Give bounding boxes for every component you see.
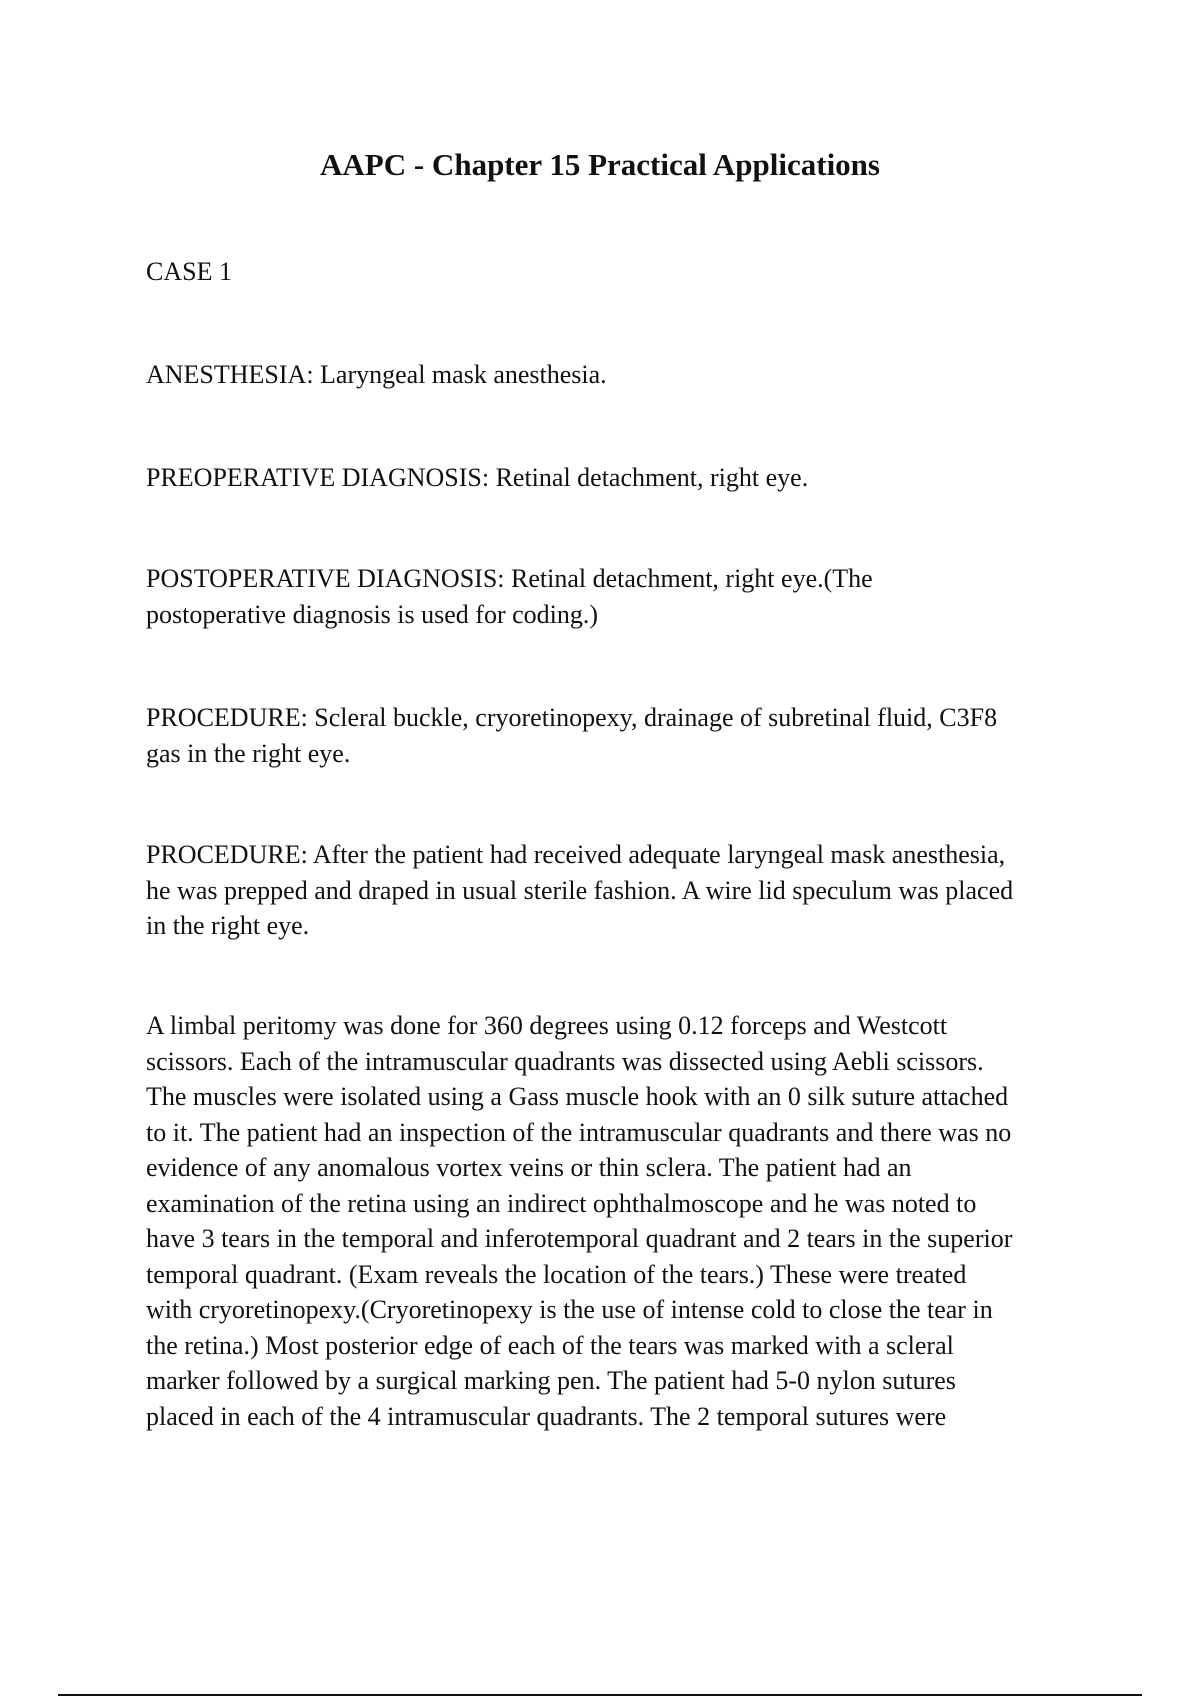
text-line: marker followed by a surgical marking pen. The patient had 5-0 nylon sutures	[146, 1366, 956, 1395]
procedure-summary	[146, 700, 1106, 771]
footer-divider	[58, 1694, 1142, 1696]
text-line: The muscles were isolated using a Gass muscle hook with an 0 silk suture attached	[146, 1082, 1009, 1111]
text-line: in the right eye.	[146, 911, 310, 940]
text-line: gas in the right eye.	[146, 738, 351, 768]
text-line: temporal quadrant. (Exam reveals the location of the tears.) These were treated	[146, 1259, 967, 1289]
text-line: placed in each of the 4 intramuscular quadrants. The 2 temporal sutures were	[146, 1401, 947, 1431]
text-line: evidence of any anomalous vortex veins or thin sclera. The patient had an	[146, 1153, 912, 1182]
text-line: have 3 tears in the temporal and inferotemporal quadrant and 2 tears in the superior	[146, 1224, 1013, 1253]
text-line: to it. The patient had an inspection of the intramuscular quadrants and there was no	[146, 1117, 1012, 1147]
anesthesia-line: ANESTHESIA: Laryngeal mask anesthesia.	[146, 360, 607, 389]
case-label: CASE 1	[146, 257, 232, 286]
postoperative-diagnosis	[146, 561, 1106, 632]
text-line: A limbal peritomy was done for 360 degrees using 0.12 forceps and Westcott	[146, 1011, 948, 1040]
preoperative-diagnosis: PREOPERATIVE DIAGNOSIS: Retinal detachment, right eye.	[146, 463, 809, 492]
text-line: examination of the retina using an indirect ophthalmoscope and he was noted to	[146, 1188, 977, 1218]
text-line: postoperative diagnosis is used for coding.)	[146, 599, 599, 629]
text-line: with cryoretinopexy.(Cryoretinopexy is the use of intense cold to close the tear in	[146, 1295, 993, 1324]
text-line: PROCEDURE: Scleral buckle, cryoretinopexy, drainage of subretinal fluid, C3F8	[146, 703, 998, 732]
text-line: the retina.) Most posterior edge of each of the tears was marked with a scleral	[146, 1330, 954, 1360]
procedure-description	[146, 837, 1106, 944]
procedure-narrative	[146, 1008, 1106, 1434]
text-line: he was prepped and draped in usual sterile fashion. A wire lid speculum was placed	[146, 875, 1014, 905]
text-line: scissors. Each of the intramuscular quadrants was dissected using Aebli scissors.	[146, 1046, 984, 1076]
text-line: PROCEDURE: After the patient had received adequate laryngeal mask anesthesia,	[146, 840, 1006, 869]
text-line: POSTOPERATIVE DIAGNOSIS: Retinal detachment, right eye.(The	[146, 564, 873, 593]
page-title: AAPC - Chapter 15 Practical Applications	[320, 147, 880, 182]
